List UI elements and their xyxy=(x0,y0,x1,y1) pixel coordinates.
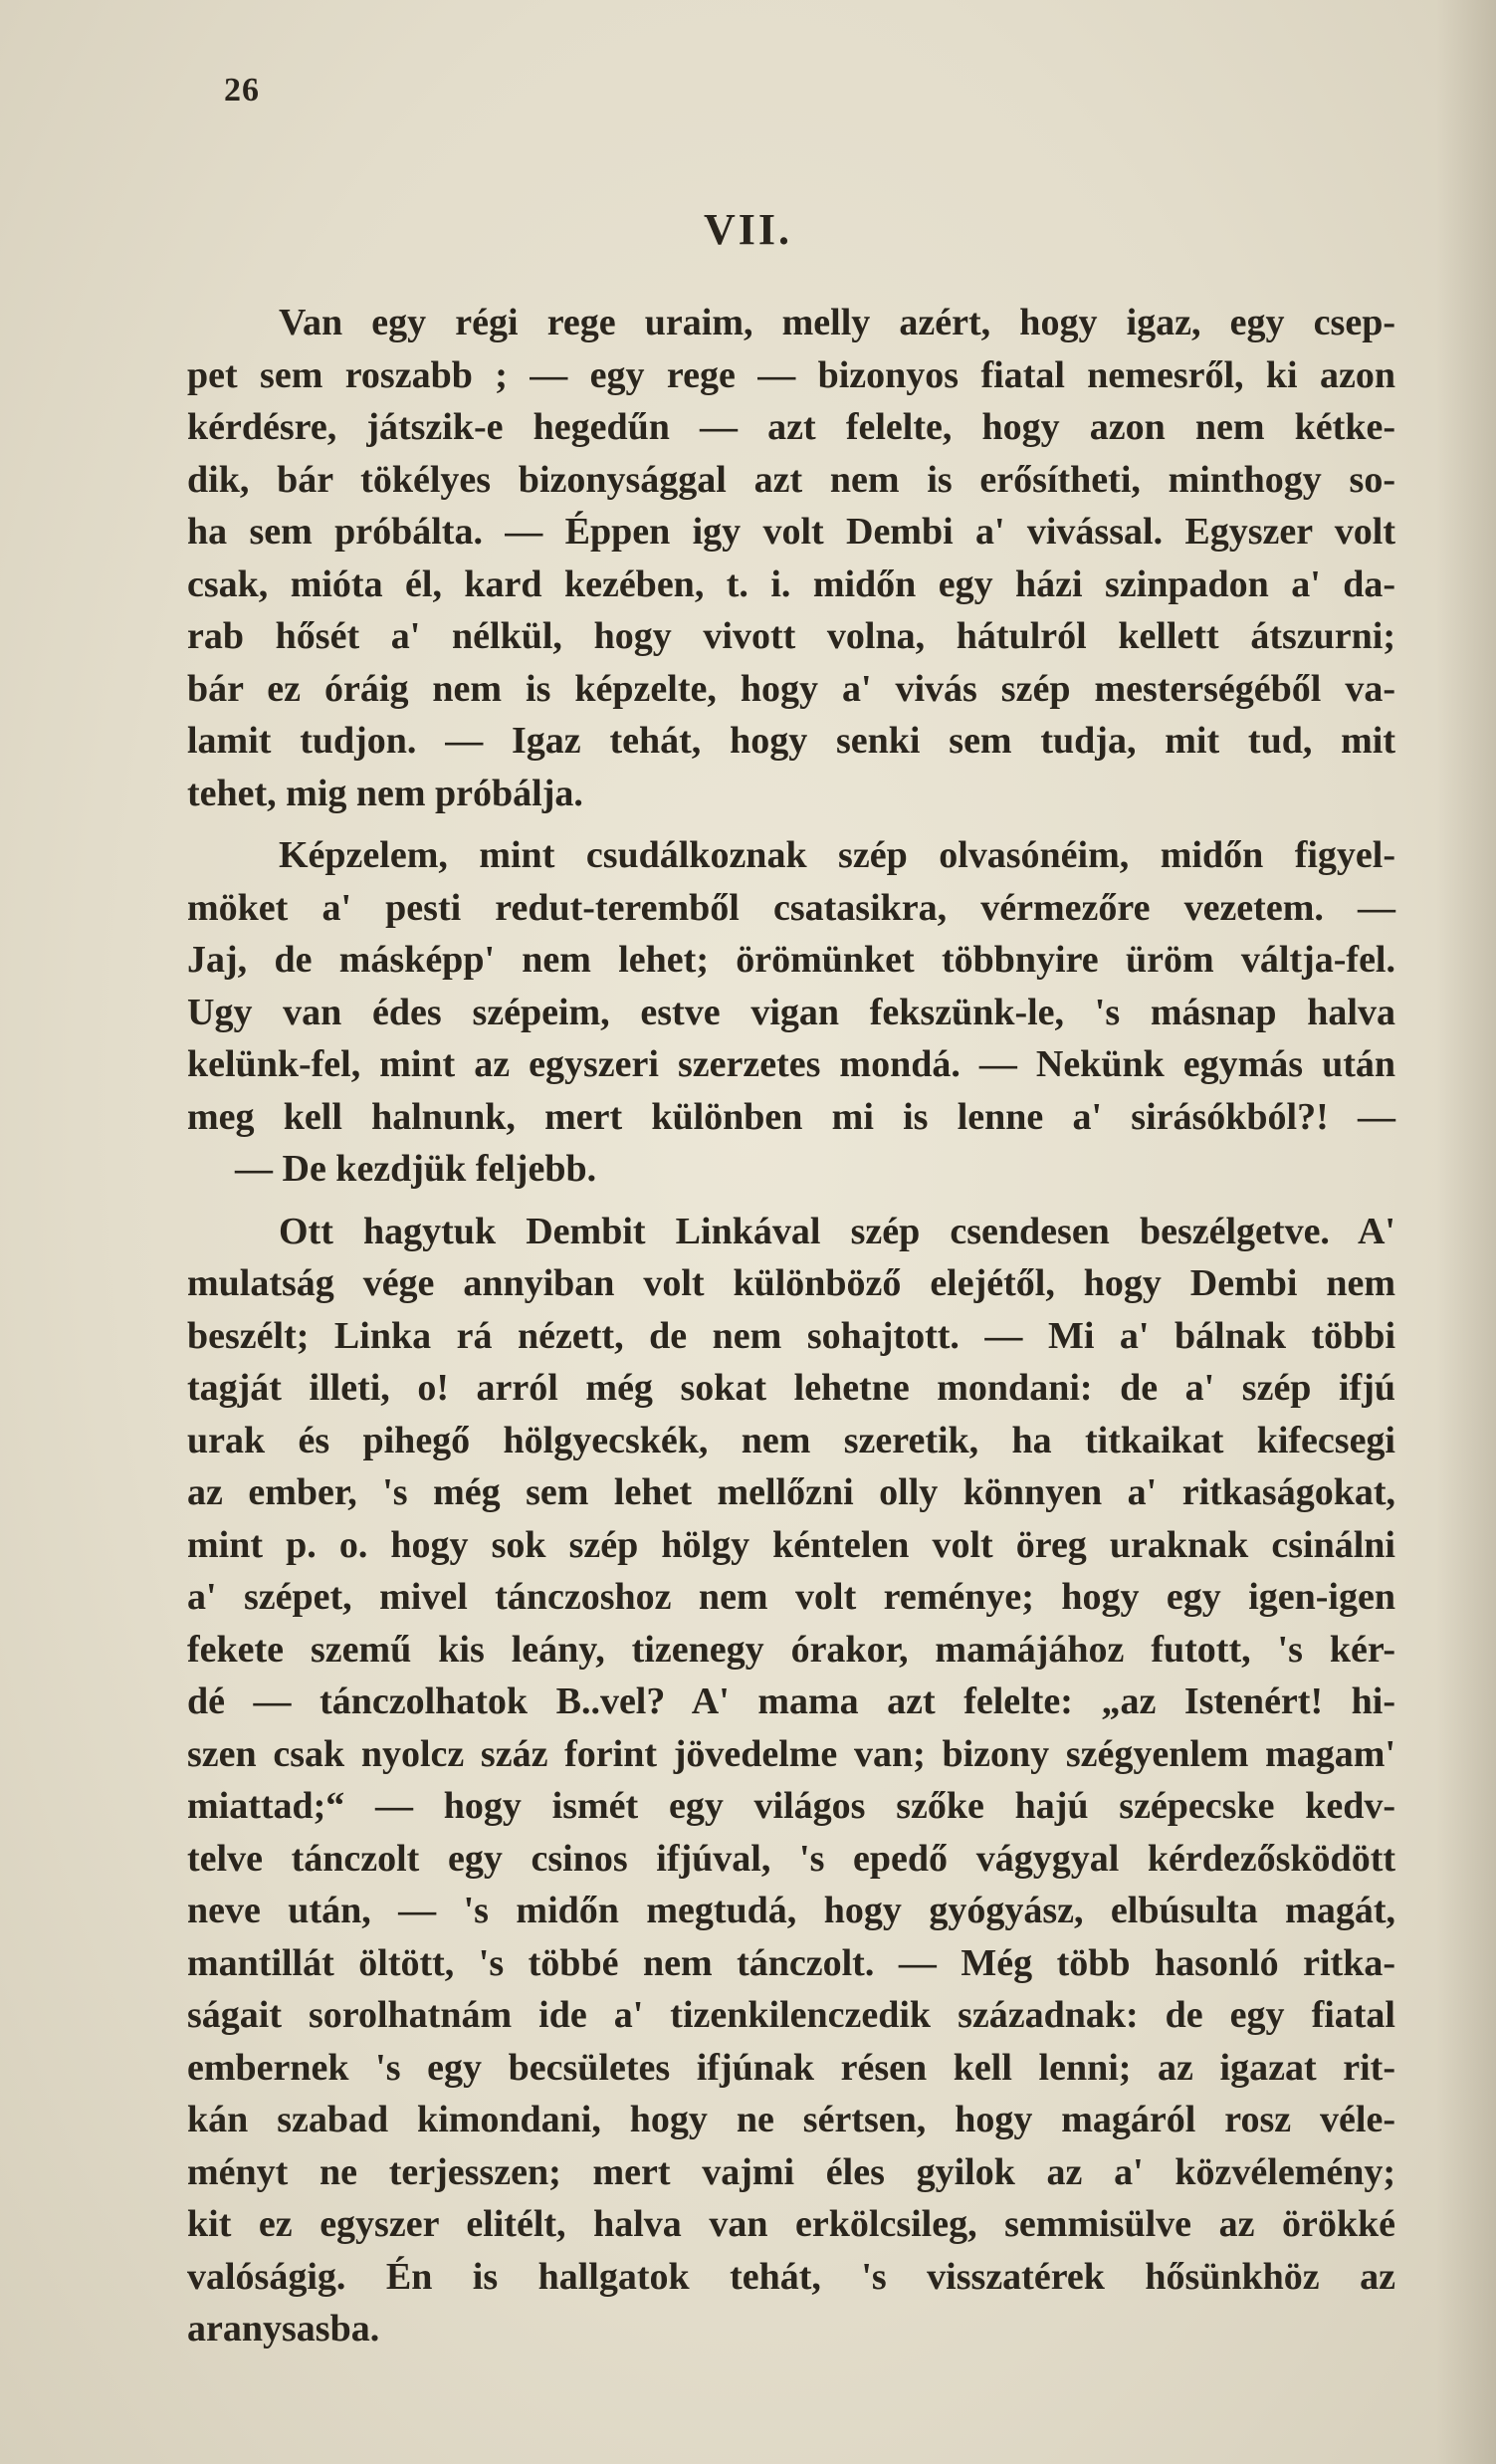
text-line: pet sem roszabb ; — egy rege — bizonyos fiatal nemesről, ki azon xyxy=(187,353,1395,396)
text-line: telve tánczolt egy csinos ifjúval, 's epedő vágygyal kérdezősködött xyxy=(187,1837,1395,1880)
text-line: möket a' pesti redut-teremből csatasikra, vérmezőre vezetem. — xyxy=(187,886,1395,929)
text-line: mulatság vége annyiban volt különböző elejétől, hogy Dembi nem xyxy=(187,1262,1395,1304)
body-text xyxy=(187,297,1395,2355)
text-line: Képzelem, mint csudálkoznak szép olvasónéim, midőn figyel- xyxy=(279,834,1395,876)
text-line: miattad;“ — hogy ismét egy világos szőke hajú szépecske kedv- xyxy=(187,1785,1395,1827)
text-line: ményt ne terjesszen; mert vajmi éles gyilok az a' közvélemény; xyxy=(187,2150,1395,2193)
text-line: mantillát öltött, 's többé nem tánczolt. — Még több hasonló ritka- xyxy=(187,1941,1395,1984)
text-line: tagját illeti, o! arról még sokat lehetne mondani: de a' szép ifjú xyxy=(187,1367,1395,1409)
paragraph-gap xyxy=(187,819,1395,829)
text-line: fekete szemű kis leány, tizenegy órakor, mamájához futott, 's kér- xyxy=(187,1628,1395,1671)
text-line: kérdésre, játszik-e hegedűn — azt felelte, hogy azon nem kétke- xyxy=(187,406,1395,448)
text-line: lamit tudjon. — Igaz tehát, hogy senki sem tudja, mit tud, mit xyxy=(187,720,1395,762)
text-line: Ott hagytuk Dembit Linkával szép csendesen beszélgetve. A' xyxy=(279,1210,1395,1252)
text-line: aranysasba. xyxy=(187,2308,380,2350)
text-line: tehet, mig nem próbálja. xyxy=(187,772,583,814)
text-line: ságait sorolhatnám ide a' tizenkilenczedik századnak: de egy fiatal xyxy=(187,1994,1395,2036)
text-line: az ember, 's még sem lehet mellőzni olly könnyen a' ritkaságokat, xyxy=(187,1471,1395,1513)
text-line: urak és pihegő hölgyecskék, nem szeretik, ha titkaikat kifecsegi xyxy=(187,1419,1395,1461)
text-line: csak, mióta él, kard kezében, t. i. midőn egy házi szinpadon a' da- xyxy=(187,562,1395,605)
text-line: Van egy régi rege uraim, melly azért, hogy igaz, egy csep- xyxy=(279,302,1395,343)
text-line: — De kezdjük feljebb. xyxy=(235,1148,597,1190)
text-line: rab hősét a' nélkül, hogy vivott volna, hátulról kellett átszurni; xyxy=(187,615,1395,657)
text-line: a' szépet, mivel tánczoshoz nem volt reménye; hogy egy igen-igen xyxy=(187,1576,1395,1618)
text-line: beszélt; Linka rá nézett, de nem sohajtott. — Mi a' bálnak többi xyxy=(187,1314,1395,1357)
text-line: mint p. o. hogy sok szép hölgy kéntelen volt öreg uraknak csinálni xyxy=(187,1523,1395,1566)
page-edge-shadow xyxy=(1436,0,1496,2464)
text-line: neve után, — 's midőn megtudá, hogy gyógyász, elbúsulta magát, xyxy=(187,1890,1395,1931)
text-line: Ugy van édes szépeim, estve vigan fekszünk-le, 's másnap halva xyxy=(187,991,1395,1033)
text-line: Jaj, de másképp' nem lehet; örömünket többnyire üröm váltja-fel. xyxy=(187,939,1395,981)
page-number: 26 xyxy=(224,72,260,109)
chapter-title: VII. xyxy=(703,205,793,254)
paragraph-gap xyxy=(187,1196,1395,1206)
text-line: kit ez egyszer elitélt, halva van erkölcsileg, semmisülve az örökké xyxy=(187,2203,1395,2245)
text-line: szen csak nyolcz száz forint jövedelme van; bizony szégyenlem magam' xyxy=(187,1732,1395,1775)
text-line: ha sem próbálta. — Éppen igy volt Dembi a' vivással. Egyszer volt xyxy=(187,511,1395,553)
text-line: bár ez óráig nem is képzelte, hogy a' vivás szép mesterségéből va- xyxy=(187,667,1395,710)
text-line: dé — tánczolhatok B..vel? A' mama azt felelte: „az Istenért! hi- xyxy=(187,1680,1395,1722)
text-line: kelünk-fel, mint az egyszeri szerzetes mondá. — Nekünk egymás után xyxy=(187,1043,1395,1085)
text-line: valóságig. Én is hallgatok tehát, 's visszatérek hősünkhöz az xyxy=(187,2255,1395,2298)
text-line: kán szabad kimondani, hogy ne sértsen, hogy magáról rosz véle- xyxy=(187,2099,1395,2140)
text-line: dik, bár tökélyes bizonysággal azt nem is erősítheti, minthogy so- xyxy=(187,458,1395,501)
text-line: meg kell halnunk, mert különben mi is lenne a' sirásókból?! — xyxy=(187,1095,1395,1138)
text-line: embernek 's egy becsületes ifjúnak résen kell lenni; az igazat rit- xyxy=(187,2046,1395,2089)
